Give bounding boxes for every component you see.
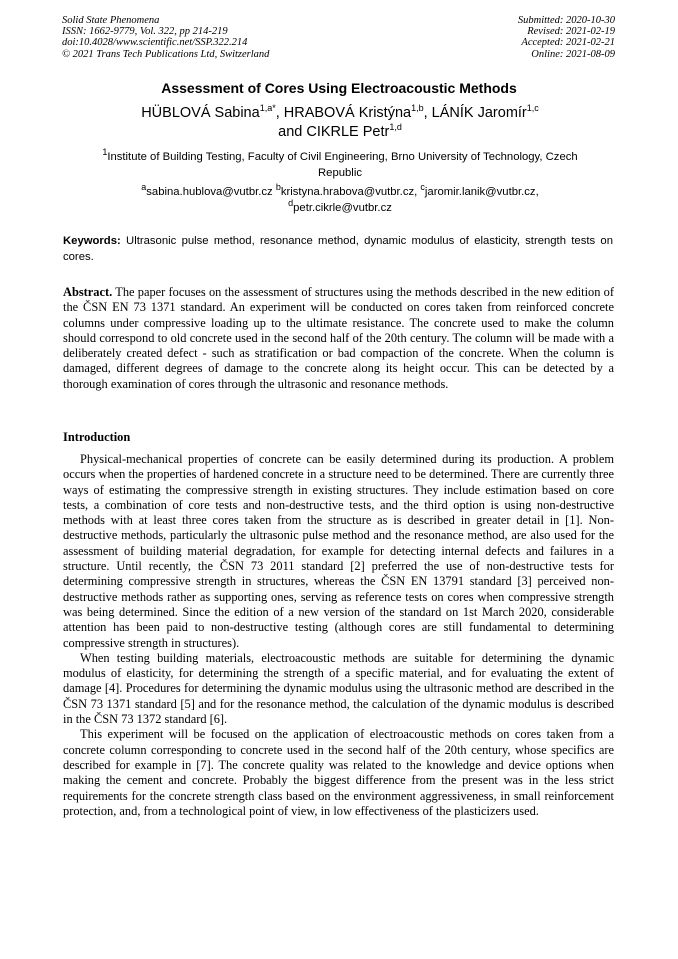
abstract [63,285,614,392]
author-superscript: 1,b [411,103,424,114]
introduction-body [63,452,614,819]
keywords [63,234,613,265]
paragraph: Physical-mechanical properties of concrete can be easily determined during its production. A problem occurs when the properties of hardened concrete in a structure need to be determined. There are currently three ways of estimating the compressive strength in existing structures. They include estimation based on core tests, a combination of core tests and non-destructive tests, and the third option is using non-destructive methods with at least three cores taken from the structure as is described in greater detail in [1]. Non-destructive methods, particularly the ultrasonic pulse method and the resonance method, are also used for the assessment of building material degradation, for example for detecting internal defects and failures in a structure. Until recently, the ČSN 73 2011 standard [2] preferred the use of non-destructive tests for determining compressive strength in structures, whereas the ČSN EN 13791 standard [3] perceived non-destructive methods rather as supporting ones, serving as reference tests on cores when compressive strength was being determined. Since the edition of a new version of the standard on 1st March 2020, considerable attention has been paid to non-destructive testing (although cores are still fundamental to determining compressive strength in structures). [63,452,614,650]
paragraph: When testing building materials, electroacoustic methods are suitable for determining the dynamic modulus of elasticity, for determining the strength of a specific material, and for evaluating the extent of damage [4]. Procedures for determining the dynamic modulus using the ultrasonic method are described in the ČSN 73 1371 standard [5] and for the resonance method, the calculation of the dynamic modulus is described in the ČSN 73 1372 standard [6]. [63,650,614,727]
author-superscript: 1,c [526,103,539,114]
journal-name: Solid State Phenomena [62,15,160,26]
author-name: LÁNÍK Jaromír [431,105,527,121]
publication-dates [518,15,615,60]
date-online: Online: 2021-08-09 [531,48,615,60]
abstract-label: Abstract. [63,285,113,299]
email-link[interactable]: kristyna.hrabova@vutbr.cz, [280,186,421,198]
journal-info [62,15,269,60]
email-link[interactable]: jaromir.lanik@vutbr.cz, [424,186,539,198]
journal-doi: doi:10.4028/www.scientific.net/SSP.322.214 [62,37,248,49]
email-link[interactable]: petr.cikrle@vutbr.cz [293,201,392,214]
affiliation-text: Institute of Building Testing, Faculty of Civil Engineering, Brno University of Technology, Czech Republic [107,151,578,179]
affiliation [80,147,600,181]
journal-copyright: © 2021 Trans Tech Publications Ltd, Switzerland [62,48,270,60]
keywords-text: Ultrasonic pulse method, resonance method, dynamic modulus of elasticity, strength tests on cores. [63,235,613,263]
author-superscript: 1,a* [259,103,276,114]
author-name: HÜBLOVÁ Sabina [141,105,260,121]
date-revised: Revised: 2021-02-19 [527,26,615,38]
author-name: HRABOVÁ Kristýna [283,105,412,121]
keywords-label: Keywords: [63,235,121,247]
paragraph: This experiment will be focused on the application of electroacoustic methods on cores taken from a concrete column corresponding to concrete used in the second half of the 20th century, whose specifics are described for example in [7]. The concrete quality was related to the knowledge and device options when making the cement and concrete. Probably the biggest difference from the present was in the less strict requirements for the concrete strength class based on the environment aggressiveness, in small reinforcement protection, and, from a technological point of view, in low effectiveness of the plasticizers used. [63,727,614,818]
paper-title: Assessment of Cores Using Electroacoustic Methods [161,80,517,96]
section-heading-introduction: Introduction [63,430,131,444]
date-accepted: Accepted: 2021-02-21 [521,37,615,49]
author-name: and CIKRLE Petr [278,124,390,140]
affiliation-superscript: 1 [102,147,108,158]
abstract-text: The paper focuses on the assessment of structures using the methods described in the new edition of the ČSN EN 73 1371 standard. An experiment will be conducted on cores taken from reinforced concrete columns under compressive loading up to the ultimate resistance. The concrete used to make the column should correspond to old concrete used in the second half of the 20th century. The column will be made with a deliberately created defect - such as stratification or bad compaction of the concrete. When the column is damaged, different degrees of damage to the concrete along its height occur. This can be detected by a thorough examination of cores through the ultrasonic and resonance methods. [63,285,614,391]
email-link[interactable]: sabina.hublova@vutbr.cz [146,186,276,198]
author-list: HÜBLOVÁ Sabina$^{1,a*}$, HRABOVÁ Kristýna$^{1,b}$, LÁNÍK Jaromír$^{1,c}$ and CIKRLE Petr$^{1,d}$ [141,103,539,140]
journal-issn: ISSN: 1662-9779, Vol. 322, pp 214-219 [62,26,228,38]
author-superscript: 1,d [389,122,402,133]
email-list: $^a$sabina.hublova@vutbr.cz $^b$kristyna.hrabova@vutbr.cz, $^c$jaromir.lanik@vutbr.cz, $^d$petr.cikrle@vutbr.cz [141,182,539,214]
date-submitted: Submitted: 2020-10-30 [517,15,615,26]
